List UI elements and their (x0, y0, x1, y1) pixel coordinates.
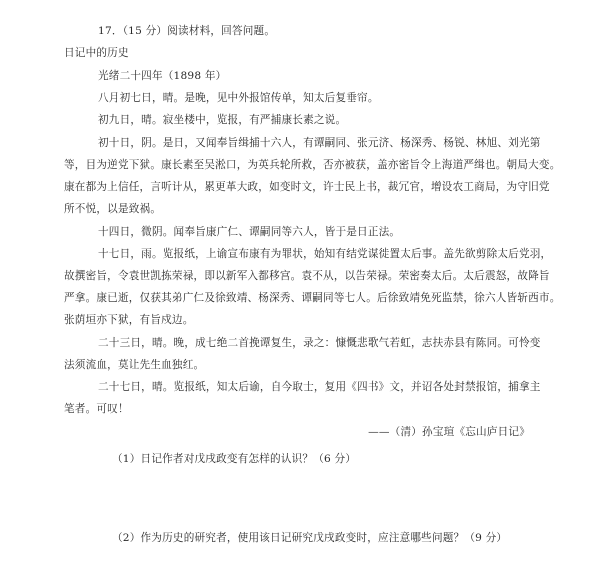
diary-entry-line: 十四日，微阴。闻奉旨康广仁、谭嗣同等六人，皆于是日正法。 (98, 226, 401, 238)
diary-entry-line: 初九日，晴。寂坐楼中，览报，有严捕康长素之说。 (98, 114, 347, 126)
diary-entry-line: 所不悦，以是致祸。 (64, 203, 162, 215)
year-line: 光绪二十四年（1898 年） (98, 70, 227, 82)
diary-entry-line: 二十七日，晴。览报纸，知太后谕，自今取士，复用《四书》文，并诏各处封禁报馆，捕拿主 (98, 381, 541, 393)
diary-entry-line: 张荫垣亦下狱，有旨戍边。 (64, 314, 194, 326)
diary-entry-line: 二十三日，晴。晚，成七绝二首挽谭复生，录之：慷慨悲歌气若虹，志扶赤县有陈同。可怜变 (98, 337, 541, 349)
diary-entry-line: 初十日，阴。是日，又闻奉旨缉捕十六人，有谭嗣同、张元济、杨深秀、杨锐、林旭、刘光第 (98, 137, 541, 149)
diary-entry-line: 笔者。可叹！ (64, 403, 129, 415)
source-attribution: ——（清）孙宝瑄《忘山庐日记》 (368, 426, 530, 438)
diary-entry-line: 十七日，雨。览报纸，上谕宣布康有为罪状，始知有结党谋徙置太后事。盖先欲剪除太后党羽， (98, 248, 552, 260)
question-header: 17．（15 分）阅读材料，回答问题。 (98, 25, 276, 37)
diary-entry-line: 等，目为逆党下狱。康长素至吴淞口，为英兵轮所救，否亦被获，盖亦密旨令上海道严缉也。朝局大变。 (64, 159, 561, 171)
material-title: 日记中的历史 (64, 47, 129, 59)
subquestion-1: （1）日记作者对戊戌政变有怎样的认识？（6 分） (112, 453, 357, 465)
diary-entry-line: 故撰密旨，令袁世凯拣荣禄，即以新军入都移宫。袁不从，以告荣禄。荣密奏太后。太后震怒，故降旨 (64, 270, 550, 282)
diary-entry-line: 康在都为上信任，言听计从，累更革大政，如变时文，许士民上书，裁冗官，增设农工商局，为守旧党 (64, 181, 550, 193)
diary-entry-line: 八月初七日，晴。是晚，见中外报馆传单，知太后复垂帘。 (98, 92, 379, 104)
diary-entry-line: 严拿。康已逝，仅获其弟广仁及徐致靖、杨深秀、谭嗣同等七人。后徐致靖免死监禁，徐六人皆斩西市。 (64, 292, 561, 304)
subquestion-2: （2）作为历史的研究者，使用该日记研究戊戌政变时，应注意哪些问题？（9 分） (112, 532, 508, 544)
diary-entry-line: 法须流血，莫让先生血独红。 (64, 359, 205, 371)
